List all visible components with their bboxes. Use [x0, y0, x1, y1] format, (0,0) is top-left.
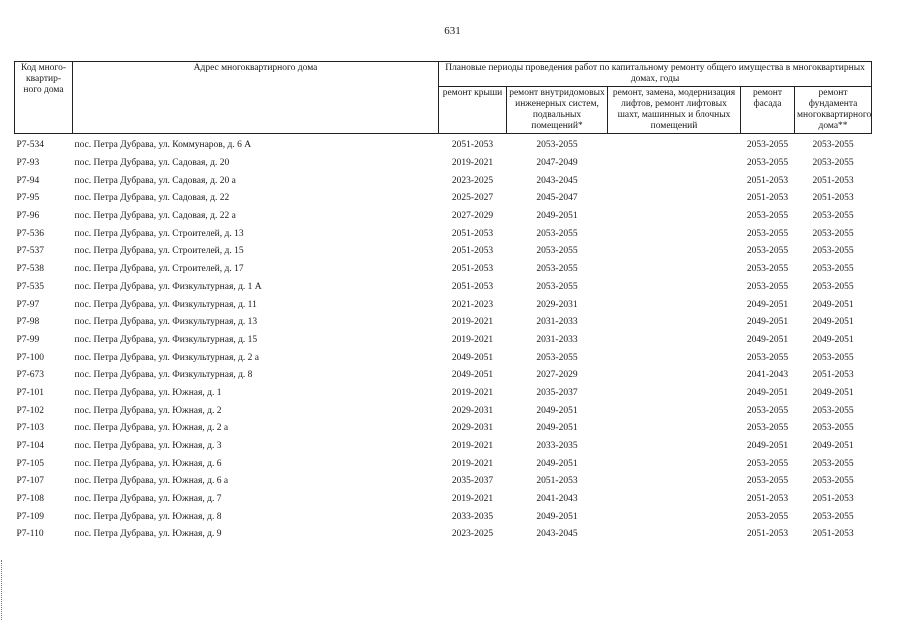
cell-code: P7-96 — [16, 211, 40, 222]
table-row — [15, 526, 872, 544]
table-row — [15, 155, 872, 173]
cell-engineering: 2045-2047 — [536, 193, 578, 204]
cell-foundation: 2053-2055 — [812, 405, 854, 416]
cell-facade: 2053-2055 — [746, 476, 789, 487]
cell-foundation: 2053-2055 — [812, 476, 854, 487]
cell-lifts — [608, 279, 741, 297]
cell-address: пос. Петра Дубрава, ул. Южная, д. 3 — [74, 441, 222, 452]
cell-facade: 2053-2055 — [746, 352, 789, 363]
header-roof: ремонт крыши — [439, 87, 507, 134]
table-row — [15, 137, 872, 155]
cell-lifts — [608, 367, 741, 385]
cell-roof: 2033-2035 — [451, 511, 494, 522]
cell-engineering: 2053-2055 — [536, 228, 578, 239]
cell-foundation: 2049-2051 — [812, 441, 854, 452]
cell-lifts — [608, 208, 741, 226]
cell-facade: 2051-2053 — [746, 529, 789, 540]
cell-facade: 2051-2053 — [746, 494, 789, 505]
cell-facade: 2053-2055 — [746, 264, 789, 275]
cell-foundation: 2053-2055 — [812, 458, 854, 469]
cell-foundation: 2053-2055 — [812, 246, 854, 257]
cell-foundation: 2049-2051 — [812, 334, 854, 345]
cell-lifts — [608, 508, 741, 526]
header-engineering: ремонт внутридомовых инженерных систем, подвальных помещений* — [507, 87, 608, 134]
cell-lifts — [608, 349, 741, 367]
cell-roof: 2035-2037 — [451, 476, 494, 487]
cell-code: P7-95 — [16, 193, 40, 204]
header-periods: Плановые периоды проведения работ по капитальному ремонту общего имущества в многоквартирных домах, годы — [439, 62, 872, 87]
cell-engineering: 2053-2055 — [536, 140, 578, 151]
cell-foundation: 2053-2055 — [812, 264, 854, 275]
cell-roof: 2021-2023 — [451, 299, 494, 310]
table-row — [15, 491, 872, 509]
cell-lifts — [608, 296, 741, 314]
cell-foundation: 2053-2055 — [812, 352, 854, 363]
table-body — [15, 134, 872, 544]
cell-facade: 2053-2055 — [746, 246, 789, 257]
cell-engineering: 2053-2055 — [536, 352, 578, 363]
cell-code: P7-93 — [16, 158, 40, 169]
cell-engineering: 2049-2051 — [536, 405, 578, 416]
cell-roof: 2029-2031 — [451, 423, 494, 434]
cell-address: пос. Петра Дубрава, ул. Южная, д. 6 а — [74, 476, 229, 487]
cell-lifts — [608, 402, 741, 420]
table-row — [15, 349, 872, 367]
cell-address: пос. Петра Дубрава, ул. Садовая, д. 20 а — [74, 175, 236, 186]
cell-engineering: 2031-2033 — [536, 334, 578, 345]
cell-address: пос. Петра Дубрава, ул. Южная, д. 7 — [74, 494, 222, 505]
cell-code: P7-98 — [16, 317, 40, 328]
cell-address: пос. Петра Дубрава, ул. Физкультурная, д. 2 а — [74, 352, 260, 363]
cell-facade: 2053-2055 — [746, 158, 789, 169]
cell-facade: 2049-2051 — [746, 441, 789, 452]
cell-roof: 2049-2051 — [451, 352, 494, 363]
cell-foundation: 2053-2055 — [812, 158, 854, 169]
cell-engineering: 2053-2055 — [536, 246, 578, 257]
cell-address: пос. Петра Дубрава, ул. Строителей, д. 15 — [74, 246, 244, 257]
table-row — [15, 296, 872, 314]
cell-code: P7-110 — [16, 529, 44, 540]
table-row — [15, 420, 872, 438]
cell-engineering: 2043-2045 — [536, 529, 578, 540]
cell-facade: 2053-2055 — [746, 228, 789, 239]
table-row — [15, 402, 872, 420]
cell-address: пос. Петра Дубрава, ул. Коммунаров, д. 6 А — [74, 140, 252, 151]
table-row — [15, 208, 872, 226]
cell-address: пос. Петра Дубрава, ул. Строителей, д. 17 — [74, 264, 244, 275]
cell-lifts — [608, 491, 741, 509]
table-row — [15, 243, 872, 261]
cell-lifts — [608, 526, 741, 544]
cell-code: P7-536 — [16, 228, 44, 239]
cell-address: пос. Петра Дубрава, ул. Южная, д. 1 — [74, 387, 222, 398]
cell-roof: 2019-2021 — [451, 317, 494, 328]
cell-address: пос. Петра Дубрава, ул. Садовая, д. 22 — [74, 193, 230, 204]
cell-facade: 2053-2055 — [746, 423, 789, 434]
cell-facade: 2053-2055 — [746, 458, 789, 469]
cell-foundation: 2049-2051 — [812, 299, 854, 310]
cell-engineering: 2041-2043 — [536, 494, 578, 505]
cell-foundation: 2049-2051 — [812, 387, 854, 398]
cell-lifts — [608, 243, 741, 261]
cell-engineering: 2047-2049 — [536, 158, 578, 169]
cell-lifts — [608, 137, 741, 155]
cell-lifts — [608, 261, 741, 279]
cell-engineering: 2049-2051 — [536, 423, 578, 434]
table-row — [15, 367, 872, 385]
cell-lifts — [608, 190, 741, 208]
cell-engineering: 2049-2051 — [536, 511, 578, 522]
cell-facade: 2041-2043 — [746, 370, 789, 381]
header-facade: ремонт фасада — [741, 87, 795, 134]
cell-address: пос. Петра Дубрава, ул. Физкультурная, д. 11 — [74, 299, 257, 310]
cell-engineering: 2031-2033 — [536, 317, 578, 328]
cell-lifts — [608, 225, 741, 243]
cell-facade: 2051-2053 — [746, 175, 789, 186]
cell-engineering: 2027-2029 — [536, 370, 578, 381]
cell-code: P7-102 — [16, 405, 44, 416]
cell-code: P7-105 — [16, 458, 44, 469]
cell-foundation: 2053-2055 — [812, 511, 854, 522]
cell-code: P7-101 — [16, 387, 44, 398]
cell-code: P7-97 — [16, 299, 40, 310]
cell-engineering: 2035-2037 — [536, 387, 578, 398]
cell-address: пос. Петра Дубрава, ул. Южная, д. 6 — [74, 458, 222, 469]
cell-facade: 2053-2055 — [746, 511, 789, 522]
cell-engineering: 2049-2051 — [536, 458, 578, 469]
cell-roof: 2051-2053 — [451, 228, 494, 239]
cell-roof: 2019-2021 — [451, 387, 494, 398]
cell-engineering: 2051-2053 — [536, 476, 578, 487]
cell-address: пос. Петра Дубрава, ул. Южная, д. 8 — [74, 511, 222, 522]
cell-engineering: 2049-2051 — [536, 211, 578, 222]
cell-facade: 2049-2051 — [746, 299, 789, 310]
cell-engineering: 2053-2055 — [536, 264, 578, 275]
cell-facade: 2049-2051 — [746, 387, 789, 398]
cell-code: P7-673 — [16, 370, 44, 381]
cell-address: пос. Петра Дубрава, ул. Южная, д. 2 а — [74, 423, 229, 434]
cell-foundation: 2051-2053 — [812, 175, 854, 186]
header-code: Код много-квартир-ного дома — [15, 62, 73, 134]
cell-facade: 2053-2055 — [746, 405, 789, 416]
cell-roof: 2049-2051 — [451, 370, 494, 381]
table-row — [15, 279, 872, 297]
scan-edge-marks — [1, 560, 6, 620]
header-foundation: ремонт фундамента многоквартирного дома** — [795, 87, 872, 134]
page-number: 631 — [444, 25, 461, 37]
cell-code: P7-94 — [16, 175, 40, 186]
cell-facade: 2049-2051 — [746, 334, 789, 345]
cell-foundation: 2051-2053 — [812, 193, 854, 204]
cell-code: P7-534 — [16, 140, 44, 151]
table-row — [15, 261, 872, 279]
cell-roof: 2019-2021 — [451, 334, 494, 345]
cell-engineering: 2053-2055 — [536, 281, 578, 292]
cell-address: пос. Петра Дубрава, ул. Садовая, д. 22 а — [74, 211, 236, 222]
cell-lifts — [608, 332, 741, 350]
cell-foundation: 2053-2055 — [812, 281, 854, 292]
cell-foundation: 2053-2055 — [812, 423, 854, 434]
cell-address: пос. Петра Дубрава, ул. Физкультурная, д. 8 — [74, 370, 253, 381]
cell-code: P7-99 — [16, 334, 40, 345]
cell-facade: 2053-2055 — [746, 281, 789, 292]
cell-roof: 2019-2021 — [451, 494, 494, 505]
cell-roof: 2023-2025 — [451, 529, 494, 540]
cell-foundation: 2051-2053 — [812, 529, 854, 540]
cell-address: пос. Петра Дубрава, ул. Физкультурная, д. 1 А — [74, 281, 262, 292]
cell-foundation: 2051-2053 — [812, 370, 854, 381]
cell-lifts — [608, 420, 741, 438]
cell-lifts — [608, 172, 741, 190]
cell-code: P7-538 — [16, 264, 44, 275]
cell-lifts — [608, 314, 741, 332]
cell-foundation: 2051-2053 — [812, 494, 854, 505]
cell-code: P7-108 — [16, 494, 44, 505]
cell-lifts — [608, 385, 741, 403]
cell-facade: 2053-2055 — [746, 140, 789, 151]
cell-roof: 2051-2053 — [451, 140, 494, 151]
cell-foundation: 2049-2051 — [812, 317, 854, 328]
table-row — [15, 438, 872, 456]
cell-facade: 2053-2055 — [746, 211, 789, 222]
table-row — [15, 473, 872, 491]
table-row — [15, 314, 872, 332]
cell-foundation: 2053-2055 — [812, 211, 854, 222]
cell-roof: 2019-2021 — [451, 441, 494, 452]
cell-roof: 2051-2053 — [451, 264, 494, 275]
cell-code: P7-100 — [16, 352, 44, 363]
cell-address: пос. Петра Дубрава, ул. Физкультурная, д. 13 — [74, 317, 258, 328]
table-row — [15, 190, 872, 208]
header-address: Адрес многоквартирного дома — [73, 62, 439, 134]
cell-code: P7-535 — [16, 281, 44, 292]
cell-roof: 2027-2029 — [451, 211, 494, 222]
capital-repair-table — [14, 61, 872, 544]
cell-engineering: 2029-2031 — [536, 299, 578, 310]
cell-facade: 2049-2051 — [746, 317, 789, 328]
cell-roof: 2051-2053 — [451, 281, 494, 292]
cell-lifts — [608, 473, 741, 491]
table-header — [15, 62, 872, 134]
cell-code: P7-109 — [16, 511, 44, 522]
cell-roof: 2019-2021 — [451, 458, 494, 469]
cell-engineering: 2033-2035 — [536, 441, 578, 452]
cell-roof: 2029-2031 — [451, 405, 494, 416]
cell-address: пос. Петра Дубрава, ул. Строителей, д. 13 — [74, 228, 244, 239]
cell-code: P7-107 — [16, 476, 44, 487]
cell-foundation: 2053-2055 — [812, 228, 854, 239]
table-row — [15, 172, 872, 190]
header-lifts: ремонт, замена, модернизация лифтов, ремонт лифтовых шахт, машинных и блочных помещений — [608, 87, 741, 134]
cell-roof: 2051-2053 — [451, 246, 494, 257]
cell-address: пос. Петра Дубрава, ул. Садовая, д. 20 — [74, 158, 230, 169]
cell-lifts — [608, 438, 741, 456]
table-row — [15, 225, 872, 243]
cell-lifts — [608, 155, 741, 173]
cell-roof: 2023-2025 — [451, 175, 494, 186]
table-row — [15, 385, 872, 403]
cell-code: P7-104 — [16, 441, 44, 452]
cell-engineering: 2043-2045 — [536, 175, 578, 186]
cell-code: P7-537 — [16, 246, 44, 257]
cell-code: P7-103 — [16, 423, 44, 434]
cell-address: пос. Петра Дубрава, ул. Южная, д. 2 — [74, 405, 222, 416]
cell-roof: 2025-2027 — [451, 193, 494, 204]
cell-foundation: 2053-2055 — [812, 140, 854, 151]
table-row — [15, 332, 872, 350]
table-row — [15, 508, 872, 526]
cell-roof: 2019-2021 — [451, 158, 494, 169]
cell-facade: 2051-2053 — [746, 193, 789, 204]
cell-address: пос. Петра Дубрава, ул. Южная, д. 9 — [74, 529, 222, 540]
table-row — [15, 455, 872, 473]
cell-address: пос. Петра Дубрава, ул. Физкультурная, д. 15 — [74, 334, 258, 345]
cell-lifts — [608, 455, 741, 473]
